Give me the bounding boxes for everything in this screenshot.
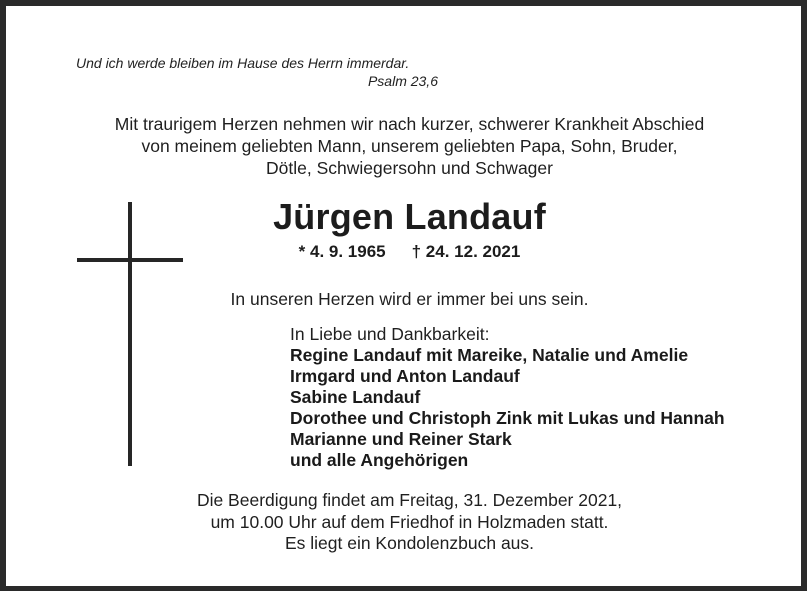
- funeral-info: [6, 490, 807, 555]
- mourners-intro: In Liebe und Dankbarkeit:: [290, 324, 490, 344]
- mourner-name: Sabine Landauf: [290, 387, 421, 407]
- deceased-name: Jürgen Landauf: [273, 196, 546, 237]
- intro-line: von meinem geliebten Mann, unserem geliebten Papa, Sohn, Bruder,: [141, 136, 678, 156]
- life-dates: [6, 242, 807, 262]
- intro-text: [6, 113, 807, 179]
- mourner-name: Dorothee und Christoph Zink mit Lukas und Hannah: [290, 408, 725, 428]
- funeral-line: um 10.00 Uhr auf dem Friedhof in Holzmaden statt.: [210, 511, 609, 532]
- intro-line: Dötle, Schwiegersohn und Schwager: [266, 158, 553, 178]
- mourner-name: Marianne und Reiner Stark: [290, 429, 512, 449]
- mourners-list: [290, 324, 725, 471]
- intro-line: Mit traurigem Herzen nehmen wir nach kurzer, schwerer Krankheit Abschied: [114, 114, 705, 134]
- birth-date: * 4. 9. 1965: [298, 242, 386, 261]
- mourner-name: Irmgard und Anton Landauf: [290, 366, 520, 386]
- funeral-line: Die Beerdigung findet am Freitag, 31. Dezember 2021,: [196, 490, 623, 510]
- mourner-name: und alle Angehörigen: [290, 450, 469, 470]
- quote-text: Und ich werde bleiben im Hause des Herrn immerdar.: [76, 55, 410, 71]
- bible-quote: [76, 54, 438, 90]
- mourner-name: Regine Landauf mit Mareike, Natalie und Amelie: [290, 345, 689, 365]
- motto: In unseren Herzen wird er immer bei uns sein.: [230, 289, 589, 309]
- quote-reference: Psalm 23,6: [367, 73, 438, 89]
- death-date: † 24. 12. 2021: [411, 242, 521, 261]
- funeral-line: Es liegt ein Kondolenzbuch aus.: [284, 533, 535, 553]
